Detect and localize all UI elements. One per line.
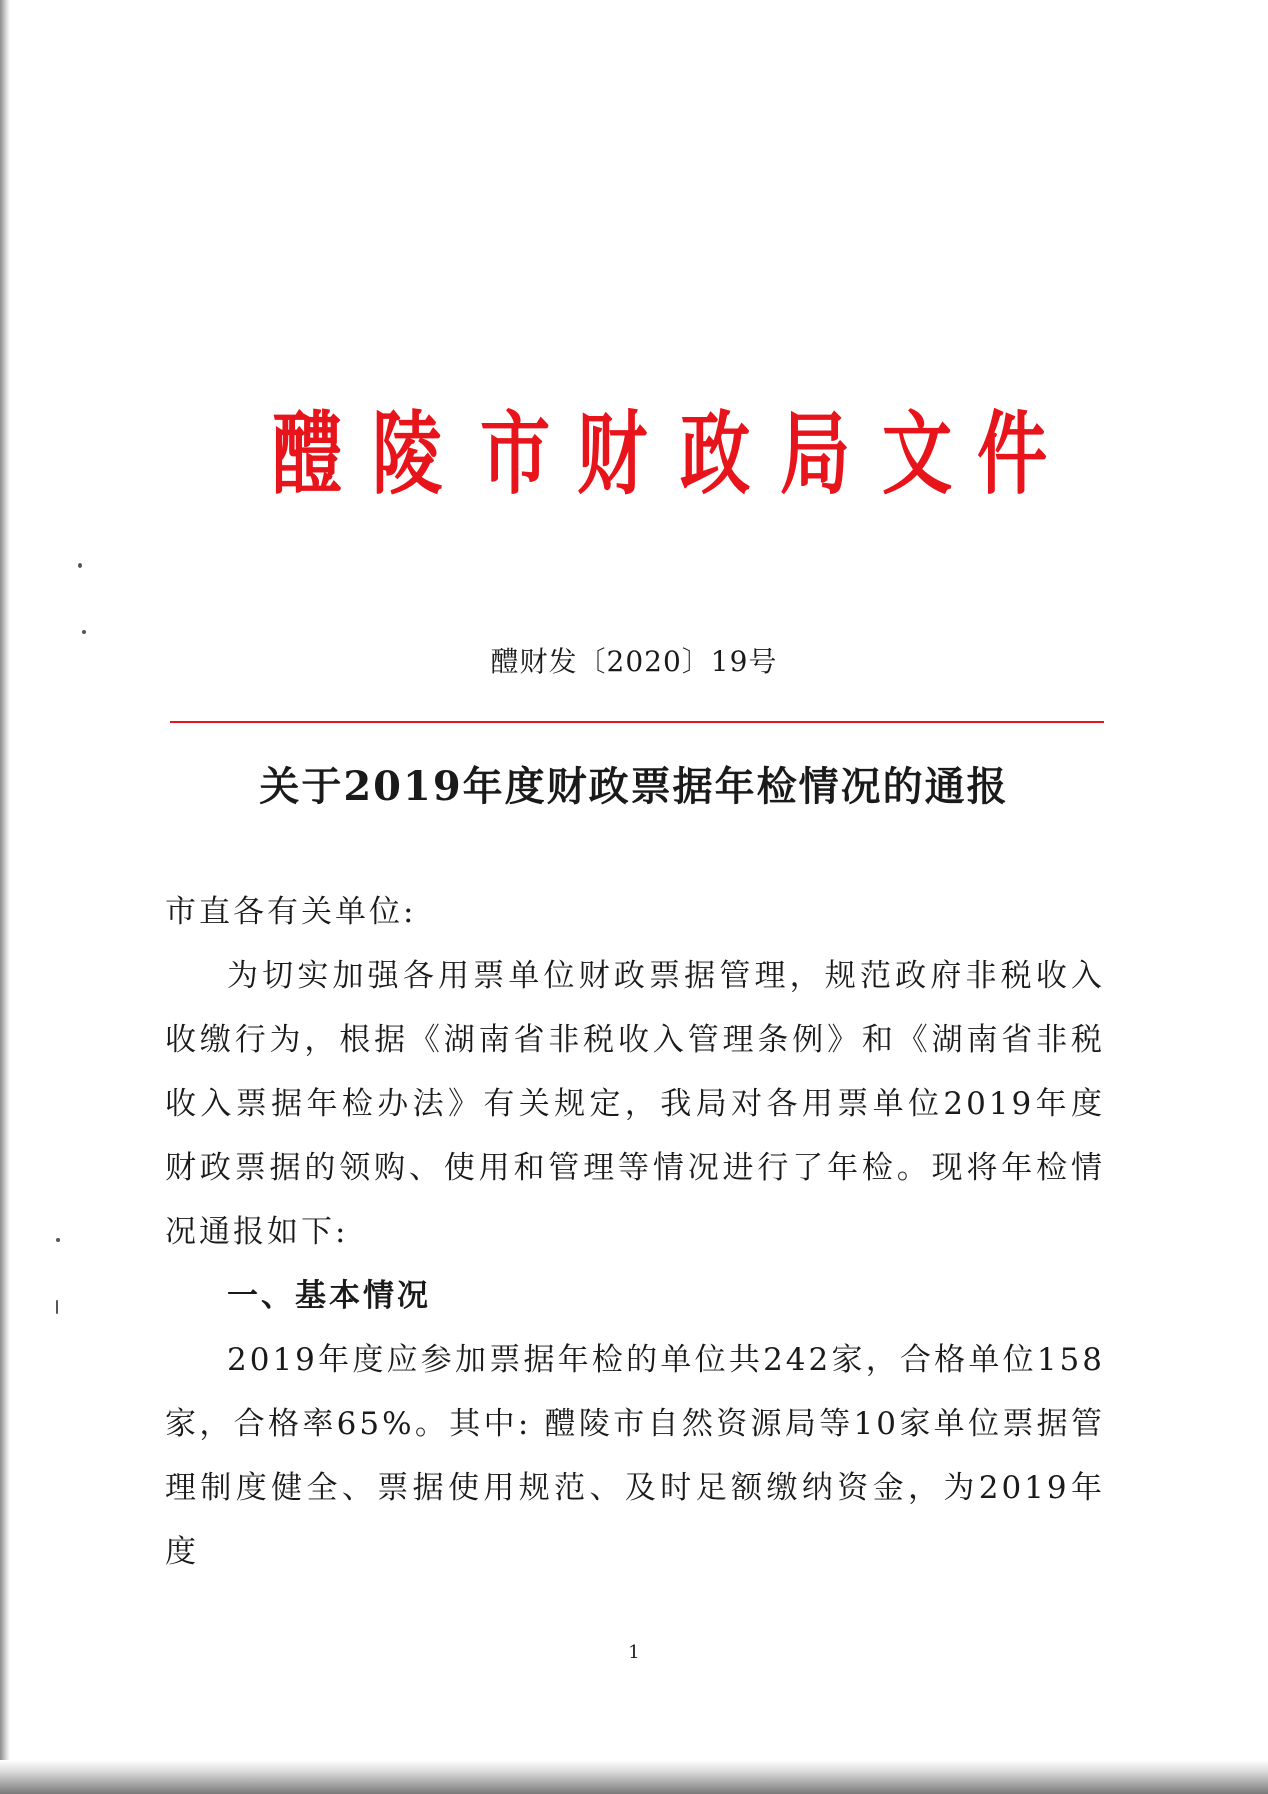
header-char: 财 [577,402,648,507]
header-char: 陵 [372,402,443,507]
header-char: 醴 [272,402,343,507]
issuer-header [272,402,1052,515]
red-divider [170,721,1104,723]
page-number: 1 [628,1642,640,1663]
document-number: 醴财发〔2020〕19号 [490,645,778,678]
header-char: 文 [882,402,953,507]
section-paragraph: 2019年度应参加票据年检的单位共242家，合格单位158家，合格率65%。其中: 醴陵市自然资源局等10家单位票据管理制度健全、票据使用规范、及时足额缴纳资金，为2019年度 [165,1342,1105,1570]
document-title: 关于2019年度财政票据年检情况的通报 [259,763,1009,810]
body-paragraph: 为切实加强各用票单位财政票据管理，规范政府非税收入收缴行为，根据《湖南省非税收入管理条例》和《湖南省非税收入票据年检办法》有关规定，我局对各用票单位2019年度财政票据的领购、使用和管理等情况进行了年检。现将年检情况通报如下: [165,958,1105,1250]
scan-speck [56,1300,58,1314]
header-char: 局 [780,402,851,507]
header-char: 件 [977,402,1048,507]
scan-speck [56,1238,60,1242]
header-char: 政 [680,402,751,507]
header-char: 市 [480,402,551,507]
salutation: 市直各有关单位: [165,894,417,930]
scan-bottom-edge [0,1760,1268,1794]
section-heading: 一、基本情况 [227,1278,431,1314]
scan-speck [82,630,86,634]
scan-left-edge [0,0,10,1794]
document-body [165,880,1105,1584]
scan-speck [78,563,82,568]
